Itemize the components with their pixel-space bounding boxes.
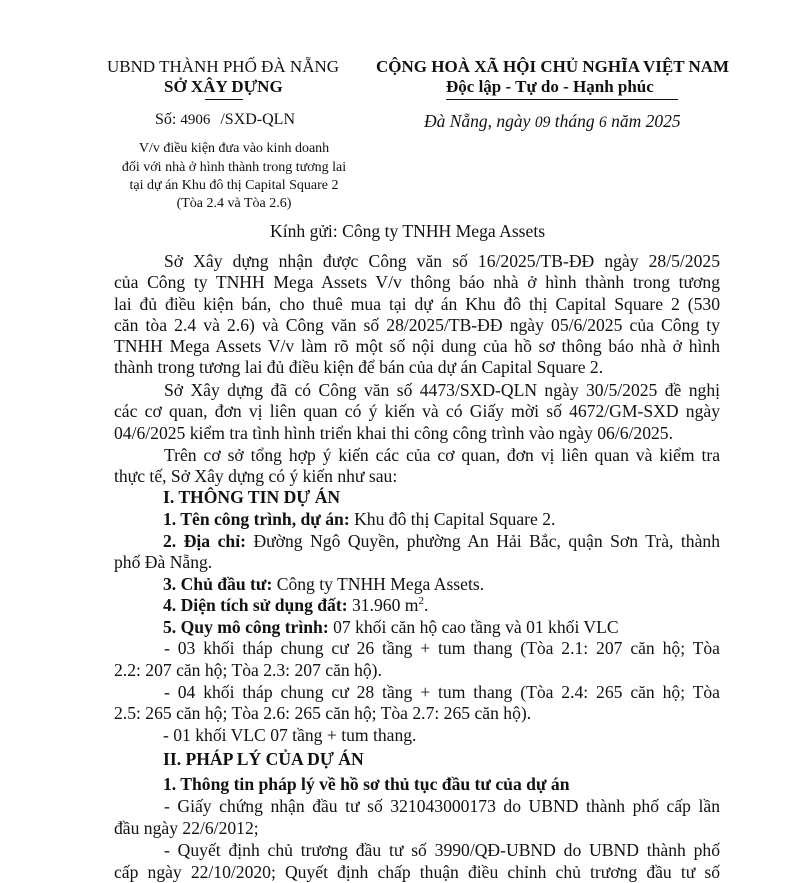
item-scale bbox=[163, 617, 619, 638]
item-sup: 2 bbox=[418, 595, 424, 608]
item-address-cont: phố Đà Nẵng. bbox=[114, 552, 213, 572]
legal-line: cấp ngày 22/10/2020; Quyết định chấp thuận điều chỉnh chủ trương đầu tư số bbox=[114, 862, 720, 882]
national-motto: Độc lập - Tự do - Hạnh phúc bbox=[446, 77, 654, 96]
bullet-line: 2.5: 265 căn hộ; Tòa 2.6: 265 căn hộ; Tòa 2.7: 265 căn hộ). bbox=[114, 703, 532, 723]
item-investor bbox=[163, 574, 484, 595]
department-underline bbox=[205, 99, 243, 100]
motto-underline bbox=[446, 99, 678, 100]
section-2-title: II. PHÁP LÝ CỦA DỰ ÁN bbox=[163, 749, 364, 769]
paragraph-line: thành trong tương lai đủ điều kiện để bán của dự án Capital Square 2. bbox=[114, 357, 604, 377]
national-title: CỘNG HOÀ XÃ HỘI CHỦ NGHĨA VIỆT NAM bbox=[376, 57, 730, 76]
subject-line-2: đối với nhà ở hình thành trong tương lai bbox=[121, 160, 347, 175]
doc-no-value: 4906 bbox=[180, 112, 211, 128]
item-label: 3. Chủ đầu tư: bbox=[163, 574, 273, 594]
paragraph-line: Trên cơ sở tổng hợp ý kiến các của cơ quan, đơn vị liên quan và kiểm tra bbox=[164, 445, 720, 465]
subject-line-3: tại dự án Khu đô thị Capital Square 2 bbox=[129, 178, 339, 193]
date-month: 6 bbox=[598, 114, 607, 131]
paragraph-line: Sở Xây dựng đã có Công văn số 4473/SXD-QLN ngày 30/5/2025 đề nghị bbox=[164, 380, 720, 400]
item-label: 4. Diện tích sử dụng đất: bbox=[163, 595, 348, 615]
item-value: 07 khối căn hộ cao tầng và 01 khối VLC bbox=[328, 617, 619, 637]
paragraph-line: Sở Xây dựng nhận được Công văn số 16/2025/TB-ĐĐ ngày 28/5/2025 bbox=[164, 251, 720, 271]
recipient: Kính gửi: Công ty TNHH Mega Assets bbox=[270, 221, 546, 241]
bullet-line: 2.2: 207 căn hộ; Tòa 2.3: 207 căn hộ). bbox=[114, 660, 382, 680]
item-value: Khu đô thị Capital Square 2. bbox=[349, 509, 556, 529]
subject-line-4: (Tòa 2.4 và Tòa 2.6) bbox=[176, 196, 292, 211]
item-value: 31.960 m bbox=[347, 595, 419, 615]
doc-no-prefix: Số: bbox=[155, 111, 177, 128]
issuing-department: SỞ XÂY DỰNG bbox=[164, 77, 283, 96]
date-month-label: tháng bbox=[554, 111, 595, 131]
paragraph-line: TNHH Mega Assets V/v làm rõ một số nội dung của hồ sơ thông báo nhà ở hình bbox=[114, 336, 720, 356]
paragraph-line: căn tòa 2.4 và 2.6) và Công văn số 28/2025/TB-ĐĐ ngày 05/6/2025 của Công ty bbox=[114, 315, 720, 335]
paragraph-line: các cơ quan, đơn vị liên quan có ý kiến và có Giấy mời số 4672/GM-SXD ngày bbox=[114, 401, 720, 421]
item-address bbox=[114, 531, 720, 552]
item-value: Đường Ngô Quyền, phường An Hải Bắc, quận Sơn Trà, thành bbox=[245, 531, 720, 551]
legal-line: - Quyết định chủ trương đầu tư số 3990/QĐ-UBND do UBND thành phố bbox=[164, 840, 720, 860]
date-day: 09 bbox=[534, 114, 551, 131]
item-end: . bbox=[423, 595, 429, 615]
issuing-authority: UBND THÀNH PHỐ ĐÀ NẴNG bbox=[107, 57, 340, 76]
item-land-area bbox=[163, 595, 428, 616]
paragraph-line: lai đủ điều kiện bán, cho thuê mua tại dự án Khu đô thị Capital Square 2 (530 bbox=[114, 294, 720, 314]
bullet-line: - 03 khối tháp chung cư 26 tầng + tum thang (Tòa 2.1: 207 căn hộ; Tòa bbox=[164, 638, 720, 658]
issue-date bbox=[424, 111, 681, 132]
item-label: 5. Quy mô công trình: bbox=[163, 617, 329, 637]
bullet-line: - 04 khối tháp chung cư 28 tầng + tum thang (Tòa 2.4: 265 căn hộ; Tòa bbox=[164, 682, 720, 702]
section-1-title: I. THÔNG TIN DỰ ÁN bbox=[163, 487, 341, 507]
section-2-subtitle: 1. Thông tin pháp lý về hồ sơ thủ tục đầu tư của dự án bbox=[163, 774, 570, 794]
doc-no-suffix: /SXD-QLN bbox=[220, 111, 296, 128]
item-project-name bbox=[163, 509, 555, 530]
paragraph-line: thực tế, Sở Xây dựng có ý kiến như sau: bbox=[114, 466, 398, 486]
subject-line-1: V/v điều kiện đưa vào kinh doanh bbox=[138, 141, 330, 156]
bullet-line: - 01 khối VLC 07 tầng + tum thang. bbox=[163, 725, 417, 745]
paragraph-line: của Công ty TNHH Mega Assets V/v thông báo nhà ở hình thành trong tương bbox=[114, 272, 720, 292]
legal-line: đầu ngày 22/6/2012; bbox=[114, 818, 259, 838]
document-number bbox=[155, 111, 295, 129]
paragraph-line: 04/6/2025 kiểm tra tình hình triển khai thi công công trình vào ngày 06/6/2025. bbox=[114, 423, 674, 443]
date-prefix: Đà Nẵng, ngày bbox=[424, 111, 531, 131]
legal-line: - Giấy chứng nhận đầu tư số 321043000173 do UBND thành phố cấp lần bbox=[164, 796, 720, 816]
item-label: 1. Tên công trình, dự án: bbox=[163, 509, 350, 529]
item-value: Công ty TNHH Mega Assets. bbox=[272, 574, 485, 594]
item-label: 2. Địa chỉ: bbox=[163, 531, 246, 551]
date-year: năm 2025 bbox=[611, 111, 681, 131]
